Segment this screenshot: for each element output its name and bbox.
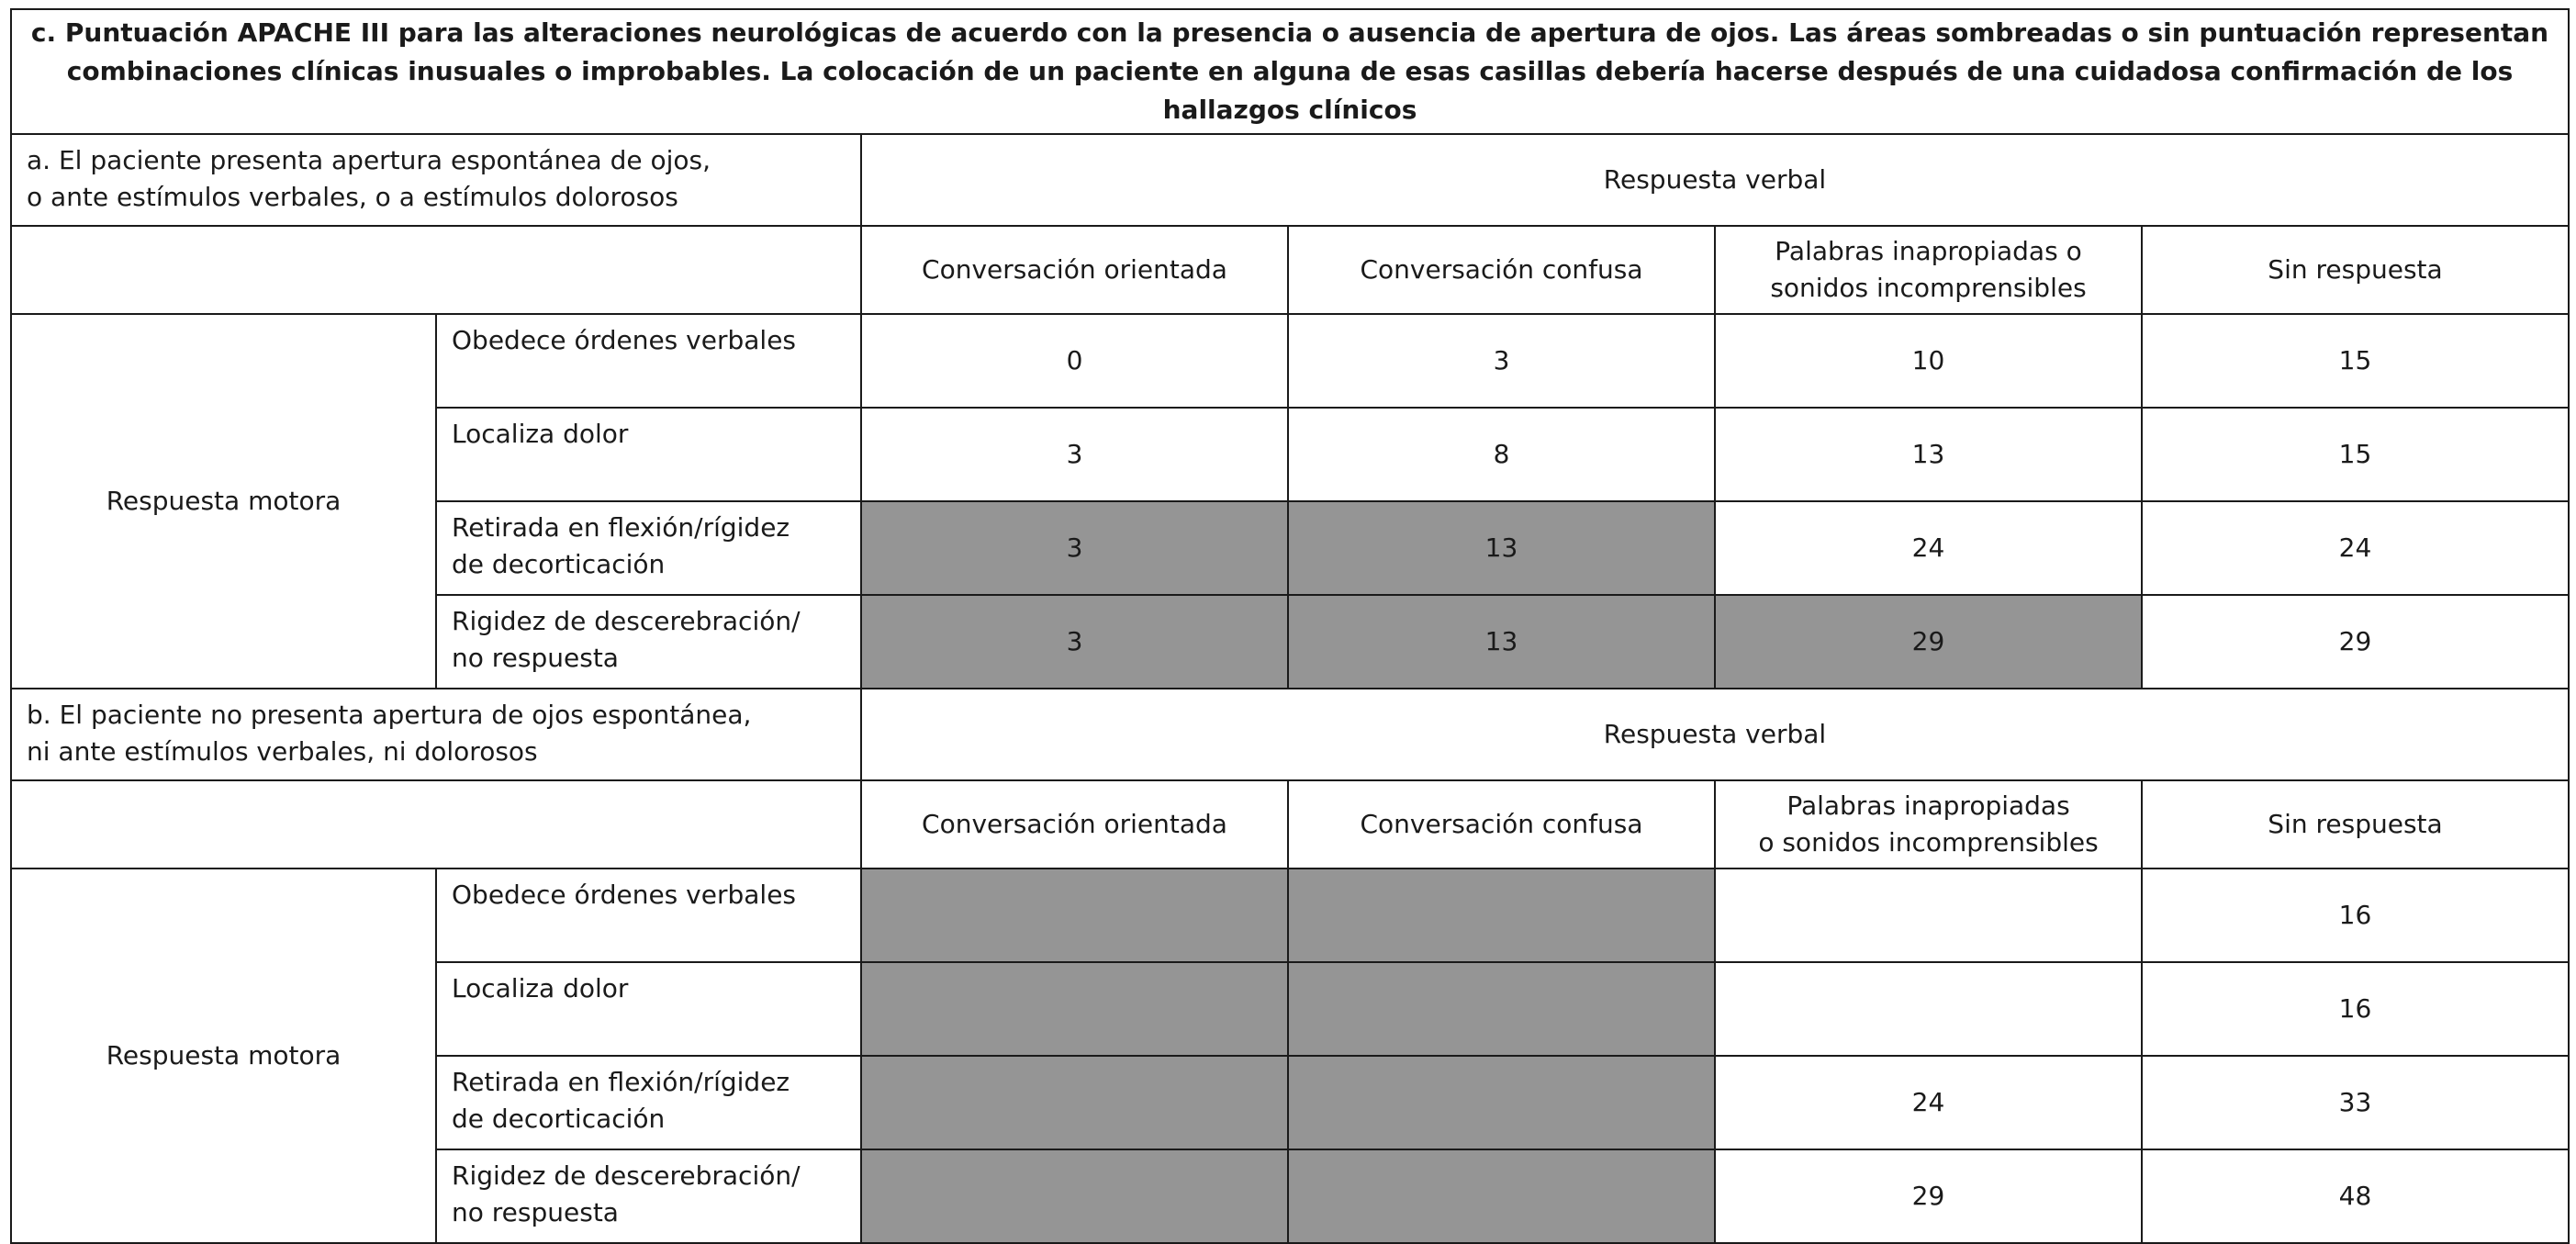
section-b-label-line1: b. El paciente no presenta apertura de ojos espontánea,: [27, 700, 752, 730]
score-cell: 16: [2142, 962, 2569, 1056]
row-label-line1: Rigidez de descerebración/: [452, 606, 801, 636]
row-label-line1: Retirada en flexión/rígidez: [452, 512, 790, 543]
section-a-col-confusa: Conversación confusa: [1288, 226, 1715, 314]
score-cell: [1715, 869, 2142, 962]
table-row: [11, 314, 2569, 408]
row-label-line2: no respuesta: [452, 643, 619, 673]
section-a-col-sin-respuesta: Sin respuesta: [2142, 226, 2569, 314]
shaded-score-cell: 13: [1288, 501, 1715, 595]
score-cell: 8: [1288, 408, 1715, 501]
row-label-line2: no respuesta: [452, 1197, 619, 1227]
table-row: [11, 869, 2569, 962]
score-cell: 33: [2142, 1056, 2569, 1149]
section-b-label: [11, 689, 861, 780]
shaded-score-cell: [1288, 869, 1715, 962]
section-b-col-inapropiadas-line1: Palabras inapropiadas: [1786, 790, 2070, 821]
section-a-col-orientada: Conversación orientada: [861, 226, 1288, 314]
shaded-score-cell: 13: [1288, 595, 1715, 689]
shaded-score-cell: [861, 1056, 1288, 1149]
section-a-label-line1: a. El paciente presenta apertura espontánea de ojos,: [27, 145, 711, 175]
score-cell: 24: [1715, 501, 2142, 595]
shaded-score-cell: [861, 1149, 1288, 1243]
shaded-score-cell: 3: [861, 501, 1288, 595]
shaded-score-cell: [861, 869, 1288, 962]
section-b-row-label: Localiza dolor: [436, 962, 861, 1056]
score-cell: 15: [2142, 314, 2569, 408]
section-a-col-inapropiadas-line2: sonidos incomprensibles: [1770, 273, 2087, 303]
section-b-motor-label: Respuesta motora: [11, 869, 436, 1243]
score-cell: 13: [1715, 408, 2142, 501]
score-cell: 24: [2142, 501, 2569, 595]
shaded-score-cell: [861, 962, 1288, 1056]
section-b-row-label: Obedece órdenes verbales: [436, 869, 861, 962]
row-label-line2: de decorticación: [452, 549, 666, 579]
row-label-line2: de decorticación: [452, 1104, 666, 1134]
score-cell: 24: [1715, 1056, 2142, 1149]
score-cell: [1715, 962, 2142, 1056]
section-a-label-line2: o ante estímulos verbales, o a estímulos dolorosos: [27, 182, 678, 212]
score-cell: 16: [2142, 869, 2569, 962]
shaded-score-cell: 29: [1715, 595, 2142, 689]
score-cell: 3: [861, 408, 1288, 501]
section-b-col-orientada: Conversación orientada: [861, 780, 1288, 869]
shaded-score-cell: [1288, 1149, 1715, 1243]
section-a-row-label: Obedece órdenes verbales: [436, 314, 861, 408]
section-a-verbal-header: Respuesta verbal: [861, 134, 2569, 226]
section-a-col-inapropiadas: [1715, 226, 2142, 314]
score-cell: 3: [1288, 314, 1715, 408]
row-label-line1: Rigidez de descerebración/: [452, 1160, 801, 1191]
apache-table: [10, 8, 2570, 1244]
score-cell: 0: [861, 314, 1288, 408]
section-b-verbal-header: Respuesta verbal: [861, 689, 2569, 780]
score-cell: 29: [1715, 1149, 2142, 1243]
section-b-blank-header: [11, 780, 861, 869]
section-a-col-inapropiadas-line1: Palabras inapropiadas o: [1775, 236, 2082, 266]
section-b-col-confusa: Conversación confusa: [1288, 780, 1715, 869]
section-a-row-label: [436, 595, 861, 689]
score-cell: 15: [2142, 408, 2569, 501]
table-title: c. Puntuación APACHE III para las alteraciones neurológicas de acuerdo con la presencia o ausencia de apertura de ojos. Las áreas sombreadas o sin puntuación representan combinaciones clínicas inusuales o improbables. La colocación de un paciente en alguna de esas casillas debería hacerse después de una cuidadosa confirmación de los hallazgos clínicos: [11, 9, 2569, 134]
section-a-row-label: [436, 501, 861, 595]
section-a-label: [11, 134, 861, 226]
row-label-line1: Retirada en flexión/rígidez: [452, 1067, 790, 1097]
section-b-col-inapropiadas: [1715, 780, 2142, 869]
section-a-motor-label: Respuesta motora: [11, 314, 436, 689]
section-b-row-label: [436, 1056, 861, 1149]
shaded-score-cell: [1288, 1056, 1715, 1149]
section-b-col-sin-respuesta: Sin respuesta: [2142, 780, 2569, 869]
section-b-label-line2: ni ante estímulos verbales, ni dolorosos: [27, 736, 538, 767]
score-cell: 48: [2142, 1149, 2569, 1243]
section-b-row-label: [436, 1149, 861, 1243]
section-b-col-inapropiadas-line2: o sonidos incomprensibles: [1758, 827, 2099, 857]
score-cell: 10: [1715, 314, 2142, 408]
section-a-row-label: Localiza dolor: [436, 408, 861, 501]
section-a-blank-header: [11, 226, 861, 314]
shaded-score-cell: [1288, 962, 1715, 1056]
score-cell: 29: [2142, 595, 2569, 689]
shaded-score-cell: 3: [861, 595, 1288, 689]
